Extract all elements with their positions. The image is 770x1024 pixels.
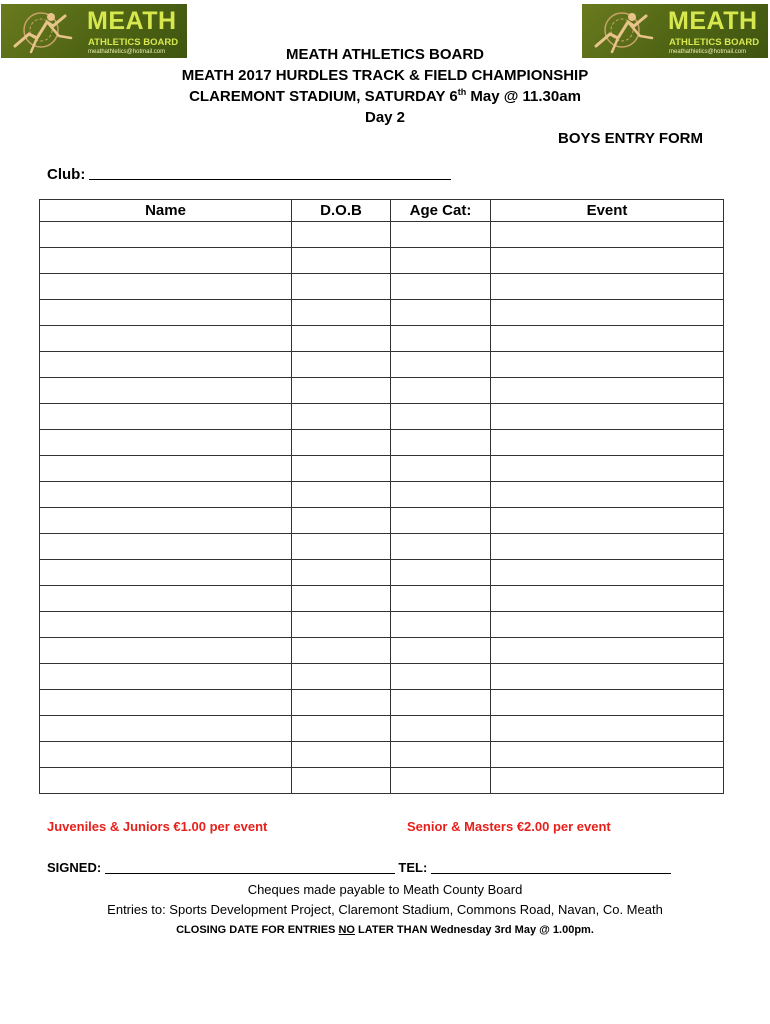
dob-cell[interactable] (292, 586, 391, 612)
age-category-cell[interactable] (391, 404, 491, 430)
tel-label: TEL: (398, 860, 428, 875)
entry-rows (40, 222, 724, 794)
age-category-cell[interactable] (391, 716, 491, 742)
age-category-cell[interactable] (391, 430, 491, 456)
logo-subtitle: ATHLETICS BOARD (88, 37, 179, 48)
event-cell[interactable] (491, 586, 724, 612)
age-category-cell[interactable] (391, 378, 491, 404)
table-row (40, 326, 724, 352)
event-cell[interactable] (491, 222, 724, 248)
dob-cell[interactable] (292, 612, 391, 638)
event-cell[interactable] (491, 508, 724, 534)
logo-email: meathathletics@hotmail.com (669, 49, 747, 55)
tel-blank-line[interactable] (431, 861, 671, 874)
header-day: Day 2 (364, 109, 406, 126)
name-cell[interactable] (40, 456, 292, 482)
age-category-cell[interactable] (391, 352, 491, 378)
age-category-cell[interactable] (391, 742, 491, 768)
table-row (40, 378, 724, 404)
name-cell[interactable] (40, 742, 292, 768)
table-row (40, 300, 724, 326)
event-cell[interactable] (491, 482, 724, 508)
column-header-event: Event (491, 200, 724, 222)
club-blank-line[interactable] (89, 165, 451, 180)
age-category-cell[interactable] (391, 274, 491, 300)
name-cell[interactable] (40, 274, 292, 300)
event-cell[interactable] (491, 326, 724, 352)
venue-date-text: CLAREMONT STADIUM, SATURDAY 6 (189, 88, 458, 105)
name-cell[interactable] (40, 534, 292, 560)
event-cell[interactable] (491, 560, 724, 586)
table-row (40, 222, 724, 248)
table-row (40, 430, 724, 456)
event-cell[interactable] (491, 300, 724, 326)
dob-cell[interactable] (292, 482, 391, 508)
signature-row (47, 859, 671, 877)
signed-blank-line[interactable] (105, 861, 395, 874)
name-cell[interactable] (40, 560, 292, 586)
name-cell[interactable] (40, 716, 292, 742)
form-type-title: BOYS ENTRY FORM (558, 130, 704, 147)
dob-cell[interactable] (292, 716, 391, 742)
dob-cell[interactable] (292, 222, 391, 248)
age-category-cell[interactable] (391, 664, 491, 690)
column-header-name: Name (40, 200, 292, 222)
event-cell[interactable] (491, 534, 724, 560)
closing-emphasis-no: NO (338, 924, 355, 936)
signed-label: SIGNED: (47, 860, 102, 875)
event-cell[interactable] (491, 612, 724, 638)
cheques-note: Cheques made payable to Meath County Board (247, 882, 523, 897)
event-cell[interactable] (491, 378, 724, 404)
entries-table (39, 199, 724, 794)
age-category-cell[interactable] (391, 690, 491, 716)
dob-cell[interactable] (292, 508, 391, 534)
fee-juveniles-juniors: Juveniles & Juniors €1.00 per event (47, 819, 268, 834)
name-cell[interactable] (40, 586, 292, 612)
table-row (40, 716, 724, 742)
dob-cell[interactable] (292, 534, 391, 560)
event-cell[interactable] (491, 352, 724, 378)
age-category-cell[interactable] (391, 482, 491, 508)
header-venue-date (0, 87, 770, 107)
dob-cell[interactable] (292, 430, 391, 456)
table-row (40, 508, 724, 534)
age-category-cell[interactable] (391, 612, 491, 638)
age-category-cell[interactable] (391, 248, 491, 274)
dob-cell[interactable] (292, 352, 391, 378)
name-cell[interactable] (40, 690, 292, 716)
table-row (40, 248, 724, 274)
age-category-cell[interactable] (391, 560, 491, 586)
date-suffix: th (457, 87, 467, 97)
table-row (40, 664, 724, 690)
name-cell[interactable] (40, 482, 292, 508)
age-category-cell[interactable] (391, 222, 491, 248)
table-row (40, 534, 724, 560)
age-category-cell[interactable] (391, 534, 491, 560)
dob-cell[interactable] (292, 378, 391, 404)
club-field (47, 165, 451, 185)
fee-senior-masters: Senior & Masters €2.00 per event (407, 819, 611, 834)
closing-text-start: CLOSING DATE FOR ENTRIES (176, 924, 339, 936)
age-category-cell[interactable] (391, 508, 491, 534)
table-row (40, 768, 724, 794)
dob-cell[interactable] (292, 456, 391, 482)
table-header-row (40, 200, 724, 222)
event-cell[interactable] (491, 430, 724, 456)
club-label: Club: (47, 166, 86, 183)
name-cell[interactable] (40, 300, 292, 326)
name-cell[interactable] (40, 378, 292, 404)
table-row (40, 586, 724, 612)
logo-email: meathathletics@hotmail.com (88, 49, 166, 55)
name-cell[interactable] (40, 768, 292, 794)
event-cell[interactable] (491, 716, 724, 742)
logo-subtitle: ATHLETICS BOARD (669, 37, 760, 48)
event-cell[interactable] (491, 664, 724, 690)
event-cell[interactable] (491, 768, 724, 794)
dob-cell[interactable] (292, 560, 391, 586)
event-cell[interactable] (491, 742, 724, 768)
header-organisation: MEATH ATHLETICS BOARD (285, 46, 485, 63)
table-row (40, 742, 724, 768)
name-cell[interactable] (40, 352, 292, 378)
name-cell[interactable] (40, 664, 292, 690)
event-cell[interactable] (491, 638, 724, 664)
column-header-dob: D.O.B (292, 200, 391, 222)
closing-date-note (0, 922, 770, 938)
name-cell[interactable] (40, 508, 292, 534)
age-category-cell[interactable] (391, 300, 491, 326)
dob-cell[interactable] (292, 638, 391, 664)
table-row (40, 352, 724, 378)
header-championship: MEATH 2017 HURDLES TRACK & FIELD CHAMPIONSHIP (181, 67, 589, 84)
logo-title: MEATH (668, 7, 758, 35)
logo-title: MEATH (87, 7, 177, 35)
table-row (40, 482, 724, 508)
dob-cell[interactable] (292, 404, 391, 430)
age-category-cell[interactable] (391, 456, 491, 482)
table-row (40, 404, 724, 430)
event-cell[interactable] (491, 404, 724, 430)
dob-cell[interactable] (292, 274, 391, 300)
dob-cell[interactable] (292, 690, 391, 716)
dob-cell[interactable] (292, 248, 391, 274)
name-cell[interactable] (40, 612, 292, 638)
name-cell[interactable] (40, 638, 292, 664)
dob-cell[interactable] (292, 768, 391, 794)
age-category-cell[interactable] (391, 326, 491, 352)
event-cell[interactable] (491, 456, 724, 482)
dob-cell[interactable] (292, 326, 391, 352)
name-cell[interactable] (40, 326, 292, 352)
closing-text-end: LATER THAN Wednesday 3rd May @ 1.00pm. (354, 924, 594, 936)
table-row (40, 638, 724, 664)
age-category-cell[interactable] (391, 768, 491, 794)
event-cell[interactable] (491, 690, 724, 716)
name-cell[interactable] (40, 404, 292, 430)
table-row (40, 560, 724, 586)
entries-address-note: Entries to: Sports Development Project, Claremont Stadium, Commons Road, Navan, Co. Meath (107, 902, 663, 917)
dob-cell[interactable] (292, 742, 391, 768)
event-cell[interactable] (491, 248, 724, 274)
name-cell[interactable] (40, 248, 292, 274)
table-row (40, 274, 724, 300)
dob-cell[interactable] (292, 300, 391, 326)
time-text: May @ 11.30am (466, 88, 581, 105)
column-header-age-category: Age Cat: (391, 200, 491, 222)
table-row (40, 690, 724, 716)
name-cell[interactable] (40, 430, 292, 456)
dob-cell[interactable] (292, 664, 391, 690)
table-row (40, 612, 724, 638)
age-category-cell[interactable] (391, 586, 491, 612)
table-row (40, 456, 724, 482)
age-category-cell[interactable] (391, 638, 491, 664)
name-cell[interactable] (40, 222, 292, 248)
event-cell[interactable] (491, 274, 724, 300)
